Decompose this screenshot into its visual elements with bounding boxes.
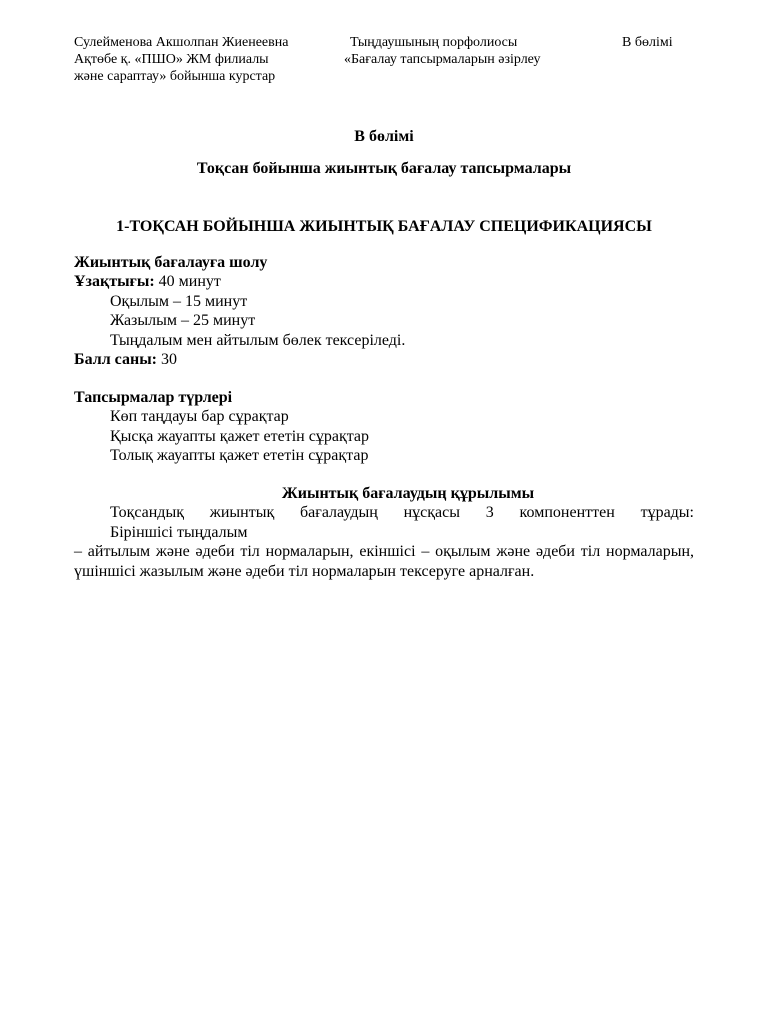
structure-paragraph: – айтылым және әдеби тіл нормаларын, екіншісі – оқылым және әдеби тіл нормаларын, үшіншісі жазылым және әдеби тіл нормаларын тексеруге арналған. [74,543,694,580]
duration-line [74,272,694,292]
header-author-block [74,34,288,85]
overview-heading: Жиынтық бағалауға шолу [74,253,268,271]
structure-line-2: Біріншісі тыңдалым [110,523,248,541]
overview-item-listening: Тыңдалым мен айтылым бөлек тексеріледі. [110,331,406,349]
header-portfolio-block [344,34,541,68]
header-affiliation: Ақтөбе қ. «ПШО» ЖМ филиалы [74,52,269,67]
task-types-heading: Тапсырмалар түрлері [74,388,233,406]
duration-value: 40 минут [154,273,221,290]
overview-item-reading: Оқылым – 15 минут [110,292,248,310]
header-portfolio-title: Тыңдаушының порфолиосы [350,35,518,50]
task-types-block [74,388,694,466]
section-subtitle: Тоқсан бойынша жиынтық бағалау тапсырмалары [196,159,572,177]
score-label: Балл саны: [74,351,158,368]
section-title: В бөлімі [354,128,414,145]
overview-block [74,253,694,370]
overview-item-writing: Жазылым – 25 минут [110,312,256,329]
structure-block [74,484,694,582]
score-line [74,350,694,370]
task-type-item: Қысқа жауапты қажет ететін сұрақтар [110,427,369,445]
spec-title: 1-ТОҚСАН БОЙЫНША ЖИЫНТЫҚ БАҒАЛАУ СПЕЦИФИКАЦИЯСЫ [116,218,652,235]
header-course-title: «Бағалау тапсырмаларын әзірлеу [344,52,541,67]
task-type-item: Толық жауапты қажет ететін сұрақтар [110,447,369,464]
task-type-item: Көп таңдауы бар сұрақтар [110,408,289,425]
structure-heading: Жиынтық бағалаудың құрылымы [281,484,535,502]
header-course: және сараптау» бойынша курстар [74,69,276,84]
score-value: 30 [157,351,178,368]
document-body [74,127,694,581]
duration-label: Ұзақтығы: [74,273,155,290]
header-author-name: Сулейменова Акшолпан Жиенеевна [74,35,289,50]
structure-line-1: Тоқсандық жиынтық бағалаудың нұсқасы 3 компоненттен тұрады: [110,504,694,521]
header-section-label: В бөлімі [622,35,673,50]
